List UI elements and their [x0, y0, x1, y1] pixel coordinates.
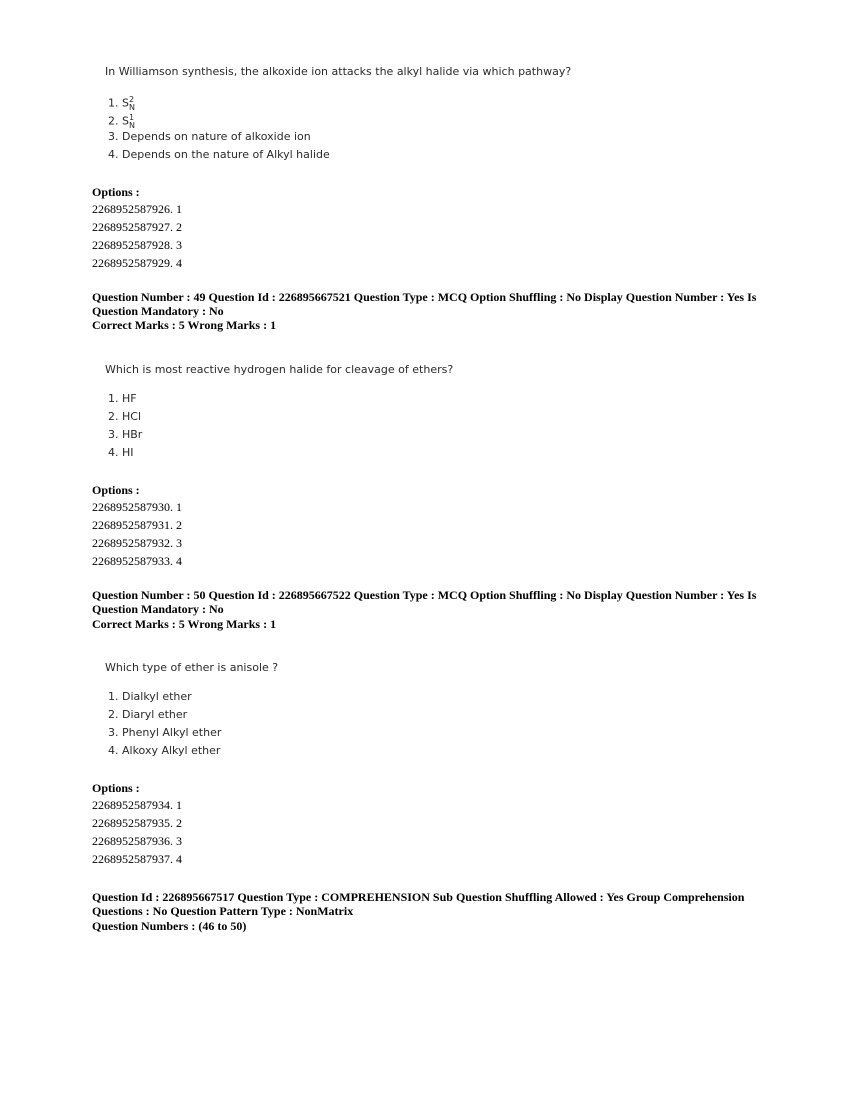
- option-line: 2268952587935. 2: [92, 816, 182, 830]
- option-line: 2268952587933. 4: [92, 554, 182, 568]
- marks-info: Correct Marks : 5 Wrong Marks : 1: [92, 617, 277, 631]
- question-meta: Question Number : 49 Question Id : 226895667521 Question Type : MCQ Option Shuffling : No Display Question Number : Yes Is Question Mandatory : No: [92, 290, 757, 318]
- choice-item: 1. Dialkyl ether: [108, 690, 192, 703]
- option-line: 2268952587934. 1: [92, 798, 182, 812]
- option-line: 2268952587926. 1: [92, 202, 182, 216]
- question-meta: Question Number : 50 Question Id : 226895667522 Question Type : MCQ Option Shuffling : No Display Question Number : Yes Is Question Mandatory : No: [92, 588, 757, 616]
- choice-item: 4. Depends on the nature of Alkyl halide: [108, 148, 330, 161]
- choice-item: 1. $S_N^2$: [108, 95, 135, 112]
- choice-item: 2. HCl: [108, 410, 141, 423]
- option-line: 2268952587936. 3: [92, 834, 182, 848]
- option-line: 2268952587932. 3: [92, 536, 182, 550]
- question-text: Which is most reactive hydrogen halide for cleavage of ethers?: [105, 363, 454, 376]
- choice-item: 3. Phenyl Alkyl ether: [108, 726, 222, 739]
- choice-item: 3. Depends on nature of alkoxide ion: [108, 130, 311, 143]
- option-line: 2268952587928. 3: [92, 238, 182, 252]
- choice-item: 2. Diaryl ether: [108, 708, 188, 721]
- options-label: Options :: [92, 483, 140, 497]
- option-line: 2268952587927. 2: [92, 220, 182, 234]
- question-range: Question Numbers : (46 to 50): [92, 919, 247, 933]
- option-line: 2268952587931. 2: [92, 518, 182, 532]
- choice-item: 1. HF: [108, 392, 137, 405]
- marks-info: Correct Marks : 5 Wrong Marks : 1: [92, 318, 277, 332]
- options-label: Options :: [92, 781, 140, 795]
- comprehension-meta: Question Id : 226895667517 Question Type : COMPREHENSION Sub Question Shuffling Allowed : Yes Group Comprehension Questions : No Question Pattern Type : NonMatrix: [92, 890, 745, 918]
- choice-item: 4. HI: [108, 446, 134, 459]
- option-line: 2268952587937. 4: [92, 852, 182, 866]
- choice-item: 4. Alkoxy Alkyl ether: [108, 744, 221, 757]
- option-line: 2268952587929. 4: [92, 256, 182, 270]
- choice-item: 3. HBr: [108, 428, 143, 441]
- question-text: In Williamson synthesis, the alkoxide ion attacks the alkyl halide via which pathway?: [105, 65, 572, 78]
- option-line: 2268952587930. 1: [92, 500, 182, 514]
- question-text: Which type of ether is anisole ?: [105, 661, 279, 674]
- options-label: Options :: [92, 185, 140, 199]
- choice-item: 2. $S_N^1$: [108, 113, 135, 130]
